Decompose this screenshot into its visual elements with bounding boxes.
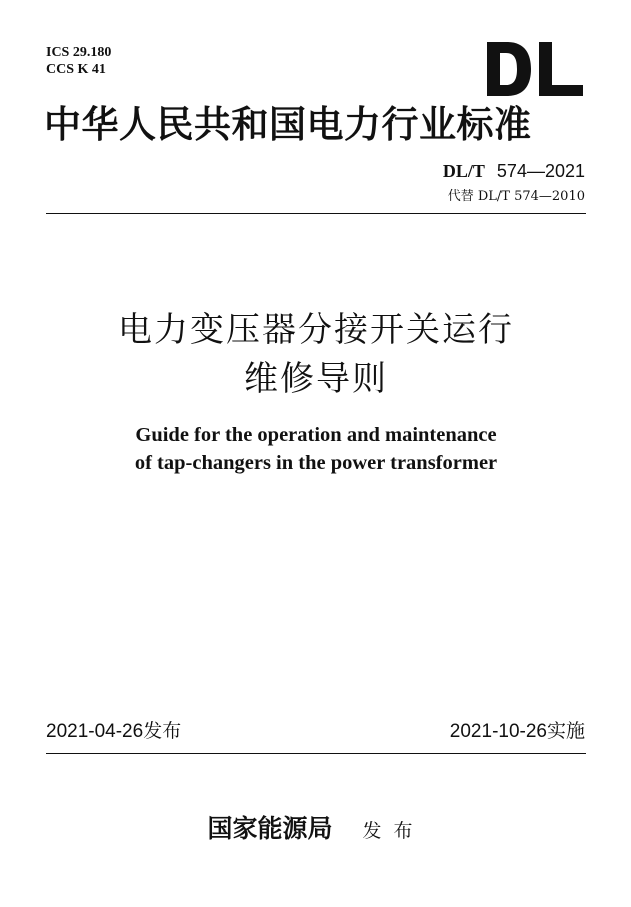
ccs-code: CCS K 41: [46, 62, 106, 77]
chinese-title-line-1: 电力变压器分接开关运行: [118, 310, 514, 350]
standard-category-title: 中华人民共和国电力行业标准: [44, 102, 532, 146]
dl-logo-icon: [485, 40, 585, 98]
standard-number: [443, 160, 585, 182]
classification-codes: [46, 44, 111, 78]
standard-number-digits: 574—2021: [496, 161, 585, 181]
english-title-line-2: of tap-changers in the power transformer: [134, 452, 498, 474]
ics-code: ICS 29.180: [46, 45, 112, 60]
issue-date: 2021-04-26发布: [46, 721, 182, 742]
publisher-line: [46, 811, 586, 849]
english-title-line-1: Guide for the operation and maintenance: [135, 424, 497, 446]
implementation-date: 2021-10-26实施: [449, 721, 585, 742]
publisher-name: 国家能源局: [207, 814, 333, 843]
top-divider: [46, 213, 586, 214]
publisher-action: 发布: [362, 820, 425, 842]
chinese-title-line-2: 维修导则: [244, 359, 388, 399]
standard-prefix: DL/T: [442, 161, 485, 181]
bottom-divider: [46, 753, 586, 754]
replaces-standard: 代替 DL/T 574—2010: [447, 189, 585, 204]
